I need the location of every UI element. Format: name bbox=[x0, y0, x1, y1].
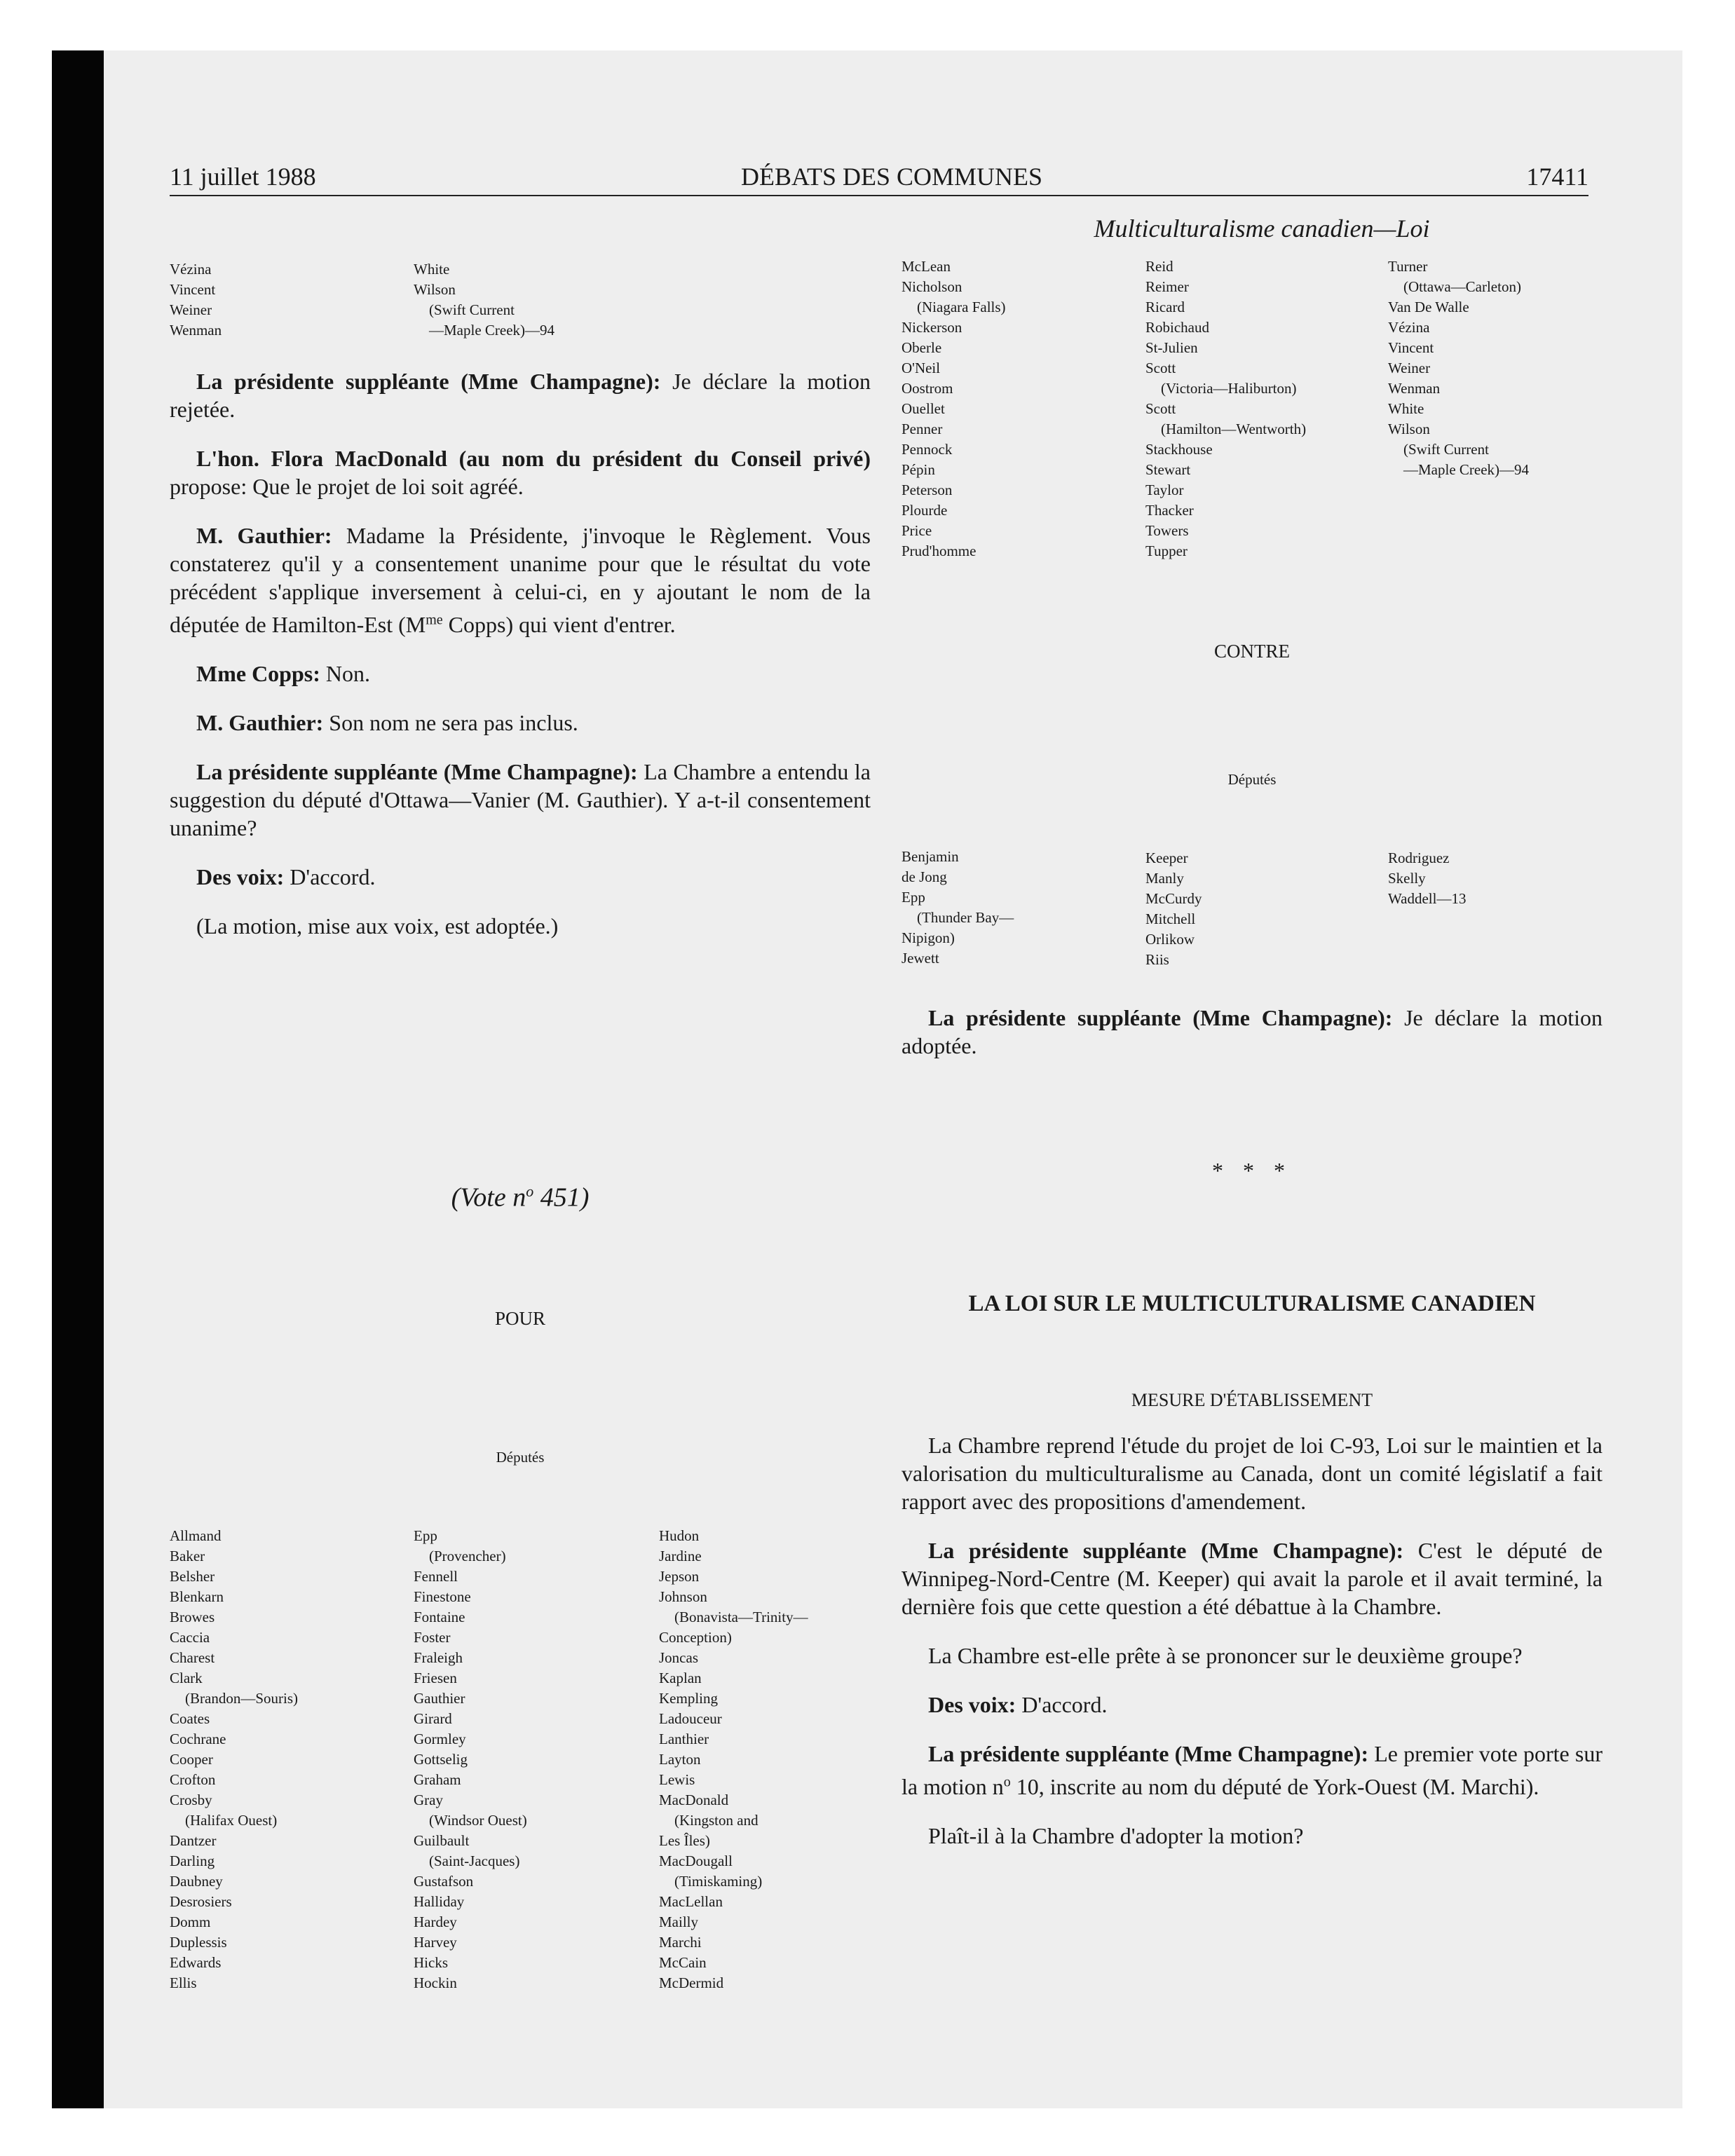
speech-text: Son nom ne sera pas inclus. bbox=[323, 709, 578, 735]
member-name: Foster bbox=[414, 1629, 451, 1646]
speech-text: D'accord. bbox=[1016, 1692, 1108, 1717]
speech-paragraph bbox=[901, 1740, 1603, 1801]
member-name: Mailly bbox=[659, 1913, 698, 1930]
speaker-name: La présidente suppléante (Mme Champagne): bbox=[928, 1741, 1369, 1766]
member-name: Dantzer bbox=[170, 1832, 217, 1849]
speech-paragraph bbox=[170, 367, 871, 423]
member-name: Charest bbox=[170, 1649, 215, 1666]
member-name: Turner bbox=[1388, 258, 1428, 275]
member-name: (Hamilton—Wentworth) bbox=[1161, 421, 1307, 437]
speech-paragraph bbox=[901, 1642, 1603, 1670]
member-name: Thacker bbox=[1145, 502, 1194, 519]
member-name: Baker bbox=[170, 1548, 205, 1564]
member-name: Jepson bbox=[659, 1568, 700, 1585]
member-name: Conception) bbox=[659, 1629, 732, 1646]
member-name: Guilbault bbox=[414, 1832, 470, 1849]
prev-vote-col2 bbox=[414, 259, 638, 341]
member-name: Waddell—13 bbox=[1388, 890, 1467, 907]
member-name: Orlikow bbox=[1145, 931, 1195, 948]
member-name: Crosby bbox=[170, 1792, 212, 1808]
member-name: (Swift Current bbox=[429, 301, 515, 318]
header-date: 11 juillet 1988 bbox=[170, 163, 316, 191]
member-name: Desrosiers bbox=[170, 1893, 232, 1910]
member-name: (Ottawa—Carleton) bbox=[1403, 278, 1521, 295]
member-name: Allmand bbox=[170, 1527, 222, 1544]
member-name: Kempling bbox=[659, 1690, 718, 1707]
deputes-label: Députés bbox=[496, 1449, 545, 1466]
member-name: Benjamin bbox=[901, 848, 959, 865]
member-name: Gray bbox=[414, 1792, 443, 1808]
speech-paragraph bbox=[170, 709, 871, 737]
member-name: Towers bbox=[1145, 522, 1189, 539]
member-name: Darling bbox=[170, 1853, 215, 1869]
member-name: Ladouceur bbox=[659, 1710, 722, 1727]
member-name: Hudon bbox=[659, 1527, 700, 1544]
member-name: Harvey bbox=[414, 1934, 457, 1951]
member-name: Gormley bbox=[414, 1731, 466, 1747]
right-body bbox=[901, 1431, 1603, 1871]
member-name: Prud'homme bbox=[901, 543, 977, 559]
member-name: —Maple Creek)—94 bbox=[1403, 461, 1530, 478]
speech-text: Plaît-il à la Chambre d'adopter la motion? bbox=[928, 1822, 1304, 1848]
member-name: St-Julien bbox=[1145, 339, 1198, 356]
speech-text: La Chambre reprend l'étude du projet de loi C-93, Loi sur le maintien et la valorisation du multiculturalisme au Canada, dont un comité législatif a fait rapport avec des propositions d'amendement. bbox=[901, 1433, 1603, 1514]
member-name: Duplessis bbox=[170, 1934, 227, 1951]
member-name: Vézina bbox=[1388, 319, 1430, 336]
speech-text: Le premier vote porte sur la motion $n^o$ 10, inscrite au nom du député de York-Ouest (M. Marchi). bbox=[901, 1741, 1603, 1799]
member-name: Gottselig bbox=[414, 1751, 468, 1768]
member-name: (Brandon—Souris) bbox=[185, 1690, 298, 1707]
member-name: MacDougall bbox=[659, 1853, 733, 1869]
member-name: Gustafson bbox=[414, 1873, 474, 1890]
member-name: Plourde bbox=[901, 502, 948, 519]
speech-paragraph bbox=[170, 444, 871, 500]
member-name: Cochrane bbox=[170, 1731, 226, 1747]
member-name: Joncas bbox=[659, 1649, 698, 1666]
speech-text: Non. bbox=[320, 660, 370, 686]
pour-col1 bbox=[170, 1526, 408, 1993]
member-name: Nicholson bbox=[901, 278, 962, 295]
member-name: Lewis bbox=[659, 1771, 695, 1788]
speech-text: La Chambre est-elle prête à se prononcer sur le deuxième groupe? bbox=[928, 1643, 1523, 1668]
member-name: (Thunder Bay— bbox=[917, 909, 1014, 926]
member-name: de Jong bbox=[901, 868, 947, 885]
member-name: Johnson bbox=[659, 1588, 707, 1605]
speaker-name: La présidente suppléante (Mme Champagne): bbox=[928, 1538, 1404, 1563]
member-name: Van De Walle bbox=[1388, 299, 1469, 315]
member-name: Jardine bbox=[659, 1548, 702, 1564]
prev-vote-col1 bbox=[170, 259, 380, 341]
speaker-name: Des voix: bbox=[928, 1692, 1016, 1717]
contre-deputes-label: Députés bbox=[1227, 771, 1277, 788]
right-pour-col2 bbox=[1145, 257, 1384, 561]
member-name: Les Îles) bbox=[659, 1832, 710, 1849]
member-name: Lanthier bbox=[659, 1731, 709, 1747]
member-name: Scott bbox=[1145, 400, 1176, 417]
member-name: Pennock bbox=[901, 441, 953, 458]
speaker-name: La présidente suppléante (Mme Champagne): bbox=[196, 369, 661, 394]
member-name: Keeper bbox=[1145, 850, 1188, 866]
member-name: Fontaine bbox=[414, 1609, 465, 1625]
speech-text: (La motion, mise aux voix, est adoptée.) bbox=[196, 913, 559, 939]
speech-text: D'accord. bbox=[284, 864, 376, 889]
speech-text: Je déclare la motion rejetée. bbox=[170, 369, 871, 422]
speech-paragraph bbox=[170, 912, 871, 940]
member-name: Taylor bbox=[1145, 482, 1184, 498]
member-name: Reid bbox=[1145, 258, 1173, 275]
member-name: Jewett bbox=[901, 950, 939, 967]
subsection-title: MESURE D'ÉTABLISSEMENT bbox=[1131, 1390, 1373, 1410]
speaker-name: L'hon. Flora MacDonald (au nom du président du Conseil privé) bbox=[196, 446, 871, 471]
pour-heading: POUR bbox=[494, 1308, 546, 1329]
contre-col3 bbox=[1388, 848, 1612, 909]
member-name: Reimer bbox=[1145, 278, 1189, 295]
member-name: Skelly bbox=[1388, 870, 1426, 887]
member-name: (Niagara Falls) bbox=[917, 299, 1006, 315]
member-name: Coates bbox=[170, 1710, 210, 1727]
running-title: Multiculturalisme canadien—Loi bbox=[1094, 214, 1430, 243]
member-name: Wilson bbox=[414, 281, 456, 298]
member-name: Fennell bbox=[414, 1568, 458, 1585]
speech-text: Madame la Présidente, j'invoque le Règlement. Vous constaterez qu'il y a consentement unanime pour que le résultat du vote précédent s'applique inversement à celui-ci, en y ajoutant le nom de la députée de Hamilton-Est ($M^{me}$ Copps) qui vient d'entrer. bbox=[170, 523, 871, 637]
pour-col2 bbox=[414, 1526, 652, 1993]
speech-paragraph bbox=[170, 863, 871, 891]
member-name: Wilson bbox=[1388, 421, 1430, 437]
right-pour-col3 bbox=[1388, 257, 1612, 480]
member-name: Friesen bbox=[414, 1670, 457, 1686]
member-name: Halliday bbox=[414, 1893, 465, 1910]
member-name: Hicks bbox=[414, 1954, 448, 1971]
member-name: Rodriguez bbox=[1388, 850, 1450, 866]
member-name: (Saint-Jacques) bbox=[429, 1853, 520, 1869]
speech-paragraph bbox=[901, 1822, 1603, 1850]
member-name: Caccia bbox=[170, 1629, 210, 1646]
member-name: Tupper bbox=[1145, 543, 1188, 559]
member-name: Browes bbox=[170, 1609, 215, 1625]
speech-paragraph bbox=[170, 758, 871, 842]
speech-text: C'est le député de Winnipeg-Nord-Centre (M. Keeper) qui avait la parole et il avait terminé, la dernière fois que cette question a été débattue à la Chambre. bbox=[901, 1538, 1603, 1619]
member-name: McCain bbox=[659, 1954, 707, 1971]
member-name: (Windsor Ouest) bbox=[429, 1812, 527, 1829]
speech-paragraph bbox=[901, 1431, 1603, 1515]
member-name: Scott bbox=[1145, 360, 1176, 376]
vote-title: (Vote $n^o$ 451) bbox=[451, 1182, 590, 1213]
member-name: Riis bbox=[1145, 951, 1169, 968]
member-name: Epp bbox=[414, 1527, 437, 1544]
member-name: Price bbox=[901, 522, 932, 539]
member-name: Belsher bbox=[170, 1568, 215, 1585]
member-name: Ellis bbox=[170, 1974, 197, 1991]
contre-col2 bbox=[1145, 848, 1384, 970]
member-name: Pépin bbox=[901, 461, 935, 478]
adopted-paragraph bbox=[901, 1004, 1603, 1081]
member-name: McLean bbox=[901, 258, 951, 275]
member-name: Domm bbox=[170, 1913, 211, 1930]
member-name: —Maple Creek)—94 bbox=[429, 322, 555, 339]
member-name: Oostrom bbox=[901, 380, 953, 397]
speech-text: propose: Que le projet de loi soit agréé. bbox=[170, 474, 524, 499]
member-name: MacLellan bbox=[659, 1893, 723, 1910]
member-name: Clark bbox=[170, 1670, 203, 1686]
scan-edge bbox=[52, 50, 104, 2108]
member-name: Kaplan bbox=[659, 1670, 702, 1686]
speaker-name: La présidente suppléante (Mme Champagne): bbox=[928, 1005, 1393, 1030]
speaker-name: Mme Copps: bbox=[196, 660, 320, 686]
member-name: Blenkarn bbox=[170, 1588, 224, 1605]
member-name: Hockin bbox=[414, 1974, 457, 1991]
member-name: Peterson bbox=[901, 482, 953, 498]
section-title: LA LOI SUR LE MULTICULTURALISME CANADIEN bbox=[968, 1291, 1536, 1316]
speech-paragraph bbox=[170, 521, 871, 639]
member-name: (Kingston and bbox=[674, 1812, 758, 1829]
member-name: Gauthier bbox=[414, 1690, 465, 1707]
member-name: White bbox=[414, 261, 450, 278]
member-name: (Timiskaming) bbox=[674, 1873, 763, 1890]
member-name: Graham bbox=[414, 1771, 461, 1788]
separator: * * * bbox=[1212, 1158, 1292, 1183]
member-name: White bbox=[1388, 400, 1424, 417]
member-name: Penner bbox=[901, 421, 943, 437]
member-name: Vincent bbox=[170, 281, 216, 298]
member-name: (Provencher) bbox=[429, 1548, 506, 1564]
member-name: MacDonald bbox=[659, 1792, 729, 1808]
member-name: Crofton bbox=[170, 1771, 216, 1788]
header-rule bbox=[170, 195, 1588, 196]
member-name: Edwards bbox=[170, 1954, 222, 1971]
speaker-name: M. Gauthier: bbox=[196, 523, 332, 548]
left-body bbox=[170, 367, 871, 961]
contre-col1 bbox=[901, 847, 1140, 969]
member-name: Ouellet bbox=[901, 400, 945, 417]
member-name: Wenman bbox=[170, 322, 222, 339]
member-name: Hardey bbox=[414, 1913, 457, 1930]
page-number: 17411 bbox=[1526, 163, 1588, 191]
member-name: Nipigon) bbox=[901, 929, 955, 946]
member-name: (Bonavista—Trinity— bbox=[674, 1609, 808, 1625]
scanned-page bbox=[52, 50, 1682, 2108]
member-name: Robichaud bbox=[1145, 319, 1209, 336]
member-name: Ricard bbox=[1145, 299, 1185, 315]
member-name: Oberle bbox=[901, 339, 942, 356]
member-name: (Swift Current bbox=[1403, 441, 1489, 458]
member-name: McDermid bbox=[659, 1974, 724, 1991]
header-title: DÉBATS DES COMMUNES bbox=[740, 163, 1043, 191]
member-name: McCurdy bbox=[1145, 890, 1202, 907]
member-name: Finestone bbox=[414, 1588, 471, 1605]
speaker-name: M. Gauthier: bbox=[196, 709, 324, 735]
member-name: Weiner bbox=[170, 301, 212, 318]
speech-text: La Chambre a entendu la suggestion du député d'Ottawa—Vanier (M. Gauthier). Y a-t-il consentement unanime? bbox=[170, 758, 871, 840]
member-name: Girard bbox=[414, 1710, 452, 1727]
member-name: Stewart bbox=[1145, 461, 1191, 478]
member-name: Vincent bbox=[1388, 339, 1434, 356]
member-name: Manly bbox=[1145, 870, 1184, 887]
member-name: (Halifax Ouest) bbox=[185, 1812, 278, 1829]
member-name: Fraleigh bbox=[414, 1649, 463, 1666]
member-name: Daubney bbox=[170, 1873, 223, 1890]
member-name: Cooper bbox=[170, 1751, 213, 1768]
speech-paragraph bbox=[901, 1691, 1603, 1719]
member-name: Wenman bbox=[1388, 380, 1441, 397]
member-name: Nickerson bbox=[901, 319, 962, 336]
speech-paragraph bbox=[901, 1536, 1603, 1621]
speaker-name: La présidente suppléante (Mme Champagne): bbox=[196, 758, 638, 784]
speech-paragraph bbox=[170, 660, 871, 688]
pour-col3 bbox=[659, 1526, 897, 1993]
right-pour-col1 bbox=[901, 257, 1140, 561]
member-name: Weiner bbox=[1388, 360, 1431, 376]
member-name: Vézina bbox=[170, 261, 212, 278]
member-name: Epp bbox=[901, 889, 925, 906]
member-name: Layton bbox=[659, 1751, 701, 1768]
member-name: Mitchell bbox=[1145, 910, 1196, 927]
member-name: Stackhouse bbox=[1145, 441, 1213, 458]
contre-heading: CONTRE bbox=[1214, 641, 1290, 662]
member-name: Marchi bbox=[659, 1934, 702, 1951]
speech-text: Je déclare la motion adoptée. bbox=[901, 1005, 1603, 1058]
member-name: (Victoria—Haliburton) bbox=[1161, 380, 1297, 397]
member-name: O'Neil bbox=[901, 360, 941, 376]
speaker-name: Des voix: bbox=[196, 864, 285, 889]
